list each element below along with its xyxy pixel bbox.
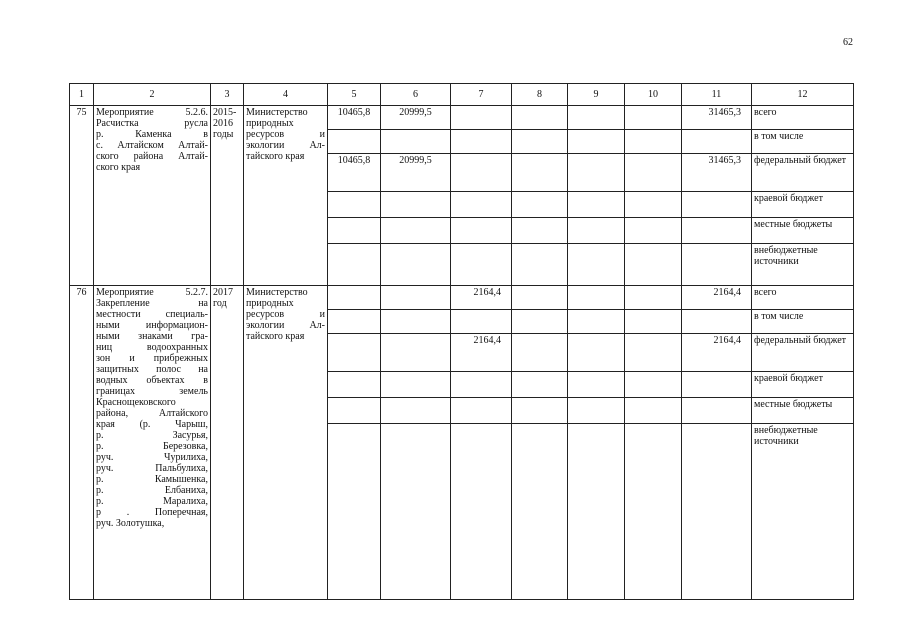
value-cell-c6 [381,244,451,286]
value-cell-c11 [682,310,752,334]
value-cell-c9 [568,154,625,192]
value-cell-c7: 2164,4 [451,334,512,372]
text-line: местности специаль- [96,309,208,320]
text-line: границах земель [96,386,208,397]
value-cell-c7 [451,424,512,600]
value-cell-c7 [451,398,512,424]
value-cell-c8 [512,286,568,310]
text-line: Мероприятие 5.2.7. [96,287,208,298]
value-cell-c8 [512,372,568,398]
table-row [70,106,854,130]
value-cell-c7 [451,244,512,286]
text-line: тайского края [246,151,305,162]
value-cell-c5 [328,334,381,372]
value-cell-c5 [328,286,381,310]
text-line: руч. Чурилиха, [96,452,208,463]
row-number: 76 [70,286,94,600]
value-cell-c8 [512,398,568,424]
value-cell-c5: 10465,8 [328,106,381,130]
text-line: 2015- [213,107,237,118]
funding-source-cell: всего [752,106,854,130]
column-number-10: 10 [625,84,682,106]
value-cell-c7: 2164,4 [451,286,512,310]
value-cell-c6 [381,286,451,310]
funding-source-cell: всего [752,286,854,310]
value-cell-c10 [625,192,682,218]
text-line: р. Елбаниха, [96,485,208,496]
text-line: Министерство [246,287,308,298]
funding-source-cell: краевой бюджет [752,372,854,398]
column-number-4: 4 [244,84,328,106]
funding-source-cell: внебюджетные источники [752,244,854,286]
text-line: Закрепление на [96,298,208,309]
value-cell-c7 [451,218,512,244]
value-cell-c9 [568,218,625,244]
value-cell-c8 [512,192,568,218]
row-number: 75 [70,106,94,286]
text-line: тайского края [246,331,305,342]
value-cell-c9 [568,286,625,310]
value-cell-c9 [568,244,625,286]
value-cell-c6 [381,192,451,218]
value-cell-c11 [682,398,752,424]
column-number-11: 11 [682,84,752,106]
period-cell [211,106,244,286]
column-number-2: 2 [94,84,211,106]
value-cell-c11 [682,244,752,286]
value-cell-c9 [568,398,625,424]
text-line: руч. Золотушка, [96,518,165,529]
column-number-5: 5 [328,84,381,106]
value-cell-c7 [451,154,512,192]
text-line: годы [213,129,234,140]
value-cell-c5 [328,244,381,286]
value-cell-c7 [451,130,512,154]
column-number-1: 1 [70,84,94,106]
value-cell-c11 [682,192,752,218]
value-cell-c10 [625,334,682,372]
text-line: защитных полос на [96,364,208,375]
value-cell-c10 [625,372,682,398]
value-cell-c10 [625,218,682,244]
value-cell-c7 [451,106,512,130]
value-cell-c10 [625,130,682,154]
value-cell-c9 [568,106,625,130]
value-cell-c6 [381,334,451,372]
header-row [70,84,854,106]
text-line: руч. Пальбулиха, [96,463,208,474]
text-line: р. Засурья, [96,430,208,441]
value-cell-c5 [328,372,381,398]
text-line: р. Березовка, [96,441,208,452]
value-cell-c10 [625,398,682,424]
value-cell-c8 [512,334,568,372]
text-line: природных [246,298,294,309]
text-line: ского края [96,162,141,173]
value-cell-c9 [568,334,625,372]
value-cell-c10 [625,286,682,310]
executor-cell [244,286,328,600]
value-cell-c6 [381,130,451,154]
value-cell-c8 [512,106,568,130]
value-cell-c10 [625,106,682,130]
value-cell-c11: 2164,4 [682,334,752,372]
value-cell-c5 [328,424,381,600]
program-table [69,83,854,600]
value-cell-c6: 20999,5 [381,154,451,192]
column-number-7: 7 [451,84,512,106]
funding-source-cell: федеральный бюджет [752,334,854,372]
column-number-3: 3 [211,84,244,106]
value-cell-c9 [568,424,625,600]
text-line: природных [246,118,294,129]
executor-cell [244,106,328,286]
text-line: ресурсов и [246,129,325,140]
value-cell-c11 [682,218,752,244]
text-line: района, Алтайского [96,408,208,419]
value-cell-c11 [682,372,752,398]
value-cell-c9 [568,192,625,218]
text-line: 2016 [213,118,233,129]
value-cell-c5 [328,398,381,424]
activity-name-cell [94,286,211,600]
text-line: ресурсов и [246,309,325,320]
text-line: Краснощековского [96,397,176,408]
column-number-12: 12 [752,84,854,106]
funding-source-cell: краевой бюджет [752,192,854,218]
value-cell-c5 [328,130,381,154]
funding-source-cell: федеральный бюджет [752,154,854,192]
text-line: 2017 [213,287,233,298]
column-number-8: 8 [512,84,568,106]
funding-source-cell: в том числе [752,310,854,334]
funding-source-cell: местные бюджеты [752,398,854,424]
value-cell-c6: 20999,5 [381,106,451,130]
value-cell-c9 [568,372,625,398]
funding-source-cell: местные бюджеты [752,218,854,244]
text-line: экологии Ал- [246,140,325,151]
text-line: Мероприятие 5.2.6. [96,107,208,118]
value-cell-c9 [568,310,625,334]
value-cell-c6 [381,310,451,334]
value-cell-c11: 2164,4 [682,286,752,310]
value-cell-c5 [328,310,381,334]
text-line: зон и прибрежных [96,353,208,364]
text-line: с. Алтайском Алтай- [96,140,208,151]
text-line: водных объектах в [96,375,208,386]
text-line: р. Камышенка, [96,474,208,485]
text-line: ниц водоохранных [96,342,208,353]
text-line: края (р. Чарыш, [96,419,208,430]
text-line: р. Каменка в [96,129,208,140]
value-cell-c8 [512,244,568,286]
text-line: ского района Алтай- [96,151,208,162]
value-cell-c10 [625,244,682,286]
value-cell-c6 [381,398,451,424]
value-cell-c10 [625,310,682,334]
text-line: ными информацион- [96,320,208,331]
value-cell-c11: 31465,3 [682,106,752,130]
table-row [70,286,854,310]
funding-source-cell: внебюджетные источники [752,424,854,600]
value-cell-c7 [451,372,512,398]
value-cell-c11 [682,130,752,154]
funding-source-cell: в том числе [752,130,854,154]
value-cell-c8 [512,130,568,154]
page-number: 62 [843,37,853,48]
value-cell-c8 [512,218,568,244]
column-number-6: 6 [381,84,451,106]
text-line: ными знаками гра- [96,331,208,342]
value-cell-c10 [625,424,682,600]
value-cell-c5: 10465,8 [328,154,381,192]
value-cell-c7 [451,192,512,218]
text-line: Министерство [246,107,308,118]
value-cell-c10 [625,154,682,192]
value-cell-c11: 31465,3 [682,154,752,192]
column-number-9: 9 [568,84,625,106]
text-line: год [213,298,227,309]
value-cell-c6 [381,372,451,398]
period-cell [211,286,244,600]
value-cell-c5 [328,192,381,218]
value-cell-c6 [381,424,451,600]
value-cell-c8 [512,310,568,334]
text-line: р. Маралиха, [96,496,208,507]
activity-name-cell [94,106,211,286]
text-line: экологии Ал- [246,320,325,331]
text-line: Расчистка русла [96,118,208,129]
value-cell-c5 [328,218,381,244]
value-cell-c9 [568,130,625,154]
value-cell-c8 [512,154,568,192]
value-cell-c11 [682,424,752,600]
text-line: р . Поперечная, [96,507,208,518]
value-cell-c8 [512,424,568,600]
value-cell-c7 [451,310,512,334]
value-cell-c6 [381,218,451,244]
